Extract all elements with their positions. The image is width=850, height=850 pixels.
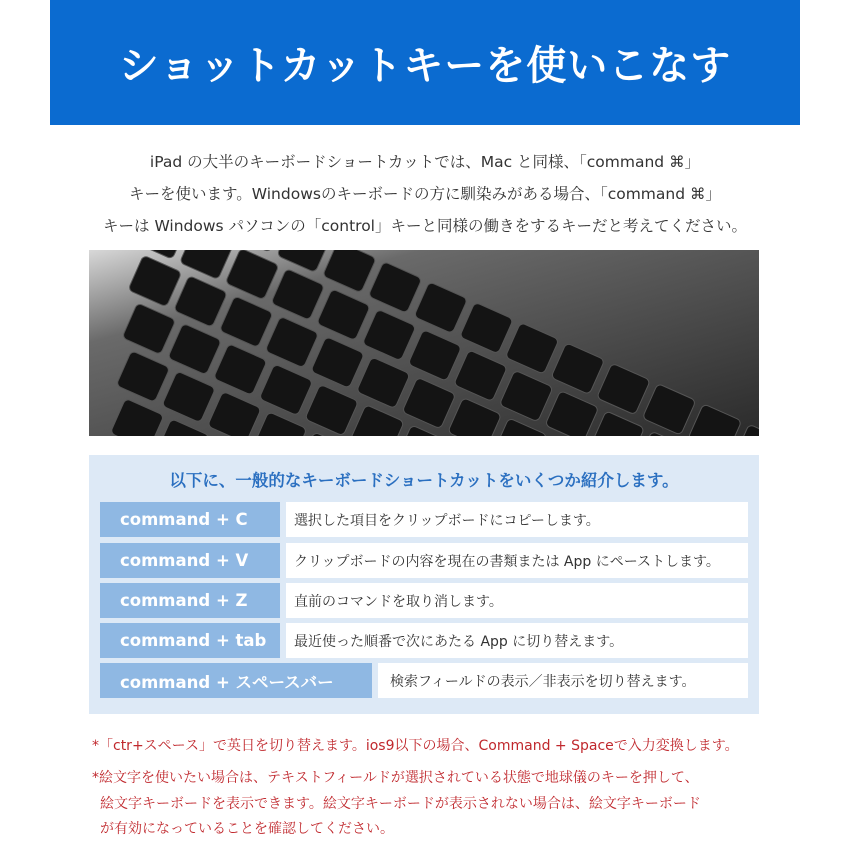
- intro-line: キーを使います。Windowsのキーボードの方に馴染みがある場合、「command ⌘」: [129, 185, 721, 203]
- keyboard-photo: [89, 250, 759, 436]
- shortcut-description: クリップボードの内容を現在の書類または App にペーストします。: [286, 543, 748, 578]
- intro-text: [60, 146, 790, 242]
- page-title: ショットカットキーを使いこなす: [118, 43, 732, 89]
- shortcut-description: 検索フィールドの表示／非表示を切り替えます。: [378, 663, 748, 698]
- shortcut-key: command + V: [100, 543, 280, 578]
- intro-line: キーは Windows パソコンの「control」キーと同様の働きをするキーだと考えてください。: [103, 217, 747, 235]
- shortcut-key: command + tab: [100, 623, 280, 658]
- note-line: *絵文字を使いたい場合は、テキストフィールドが選択されている状態で地球儀のキーを押して、: [92, 770, 699, 786]
- shortcut-row: [100, 502, 748, 537]
- shortcut-row: [100, 583, 748, 618]
- note-line: が有効になっていることを確認してください。: [100, 821, 394, 837]
- header-banner: [50, 0, 800, 125]
- shortcut-description: 選択した項目をクリップボードにコピーします。: [286, 502, 748, 537]
- shortcut-key: command + C: [100, 502, 280, 537]
- shortcut-row: [100, 543, 748, 578]
- notes: [92, 734, 739, 843]
- shortcut-row: [100, 663, 748, 698]
- note-emoji: [92, 766, 739, 843]
- shortcut-description: 直前のコマンドを取り消します。: [286, 583, 748, 618]
- shortcut-panel-title: 以下に、一般的なキーボードショートカットをいくつか紹介します。: [169, 471, 679, 490]
- shortcut-key: command + Z: [100, 583, 280, 618]
- shortcut-description: 最近使った順番で次にあたる App に切り替えます。: [286, 623, 748, 658]
- intro-line: iPad の大半のキーボードショートカットでは、Mac と同様、「command ⌘」: [149, 153, 701, 171]
- note-input-switch: *「ctr+スペース」で英日を切り替えます。ios9以下の場合、Command + Spaceで入力変換します。: [92, 738, 739, 754]
- shortcut-panel: [89, 455, 759, 714]
- shortcut-row: [100, 623, 748, 658]
- note-line: 絵文字キーボードを表示できます。絵文字キーボードが表示されない場合は、絵文字キーボード: [100, 795, 701, 812]
- shortcut-key: command + スペースバー: [100, 663, 372, 698]
